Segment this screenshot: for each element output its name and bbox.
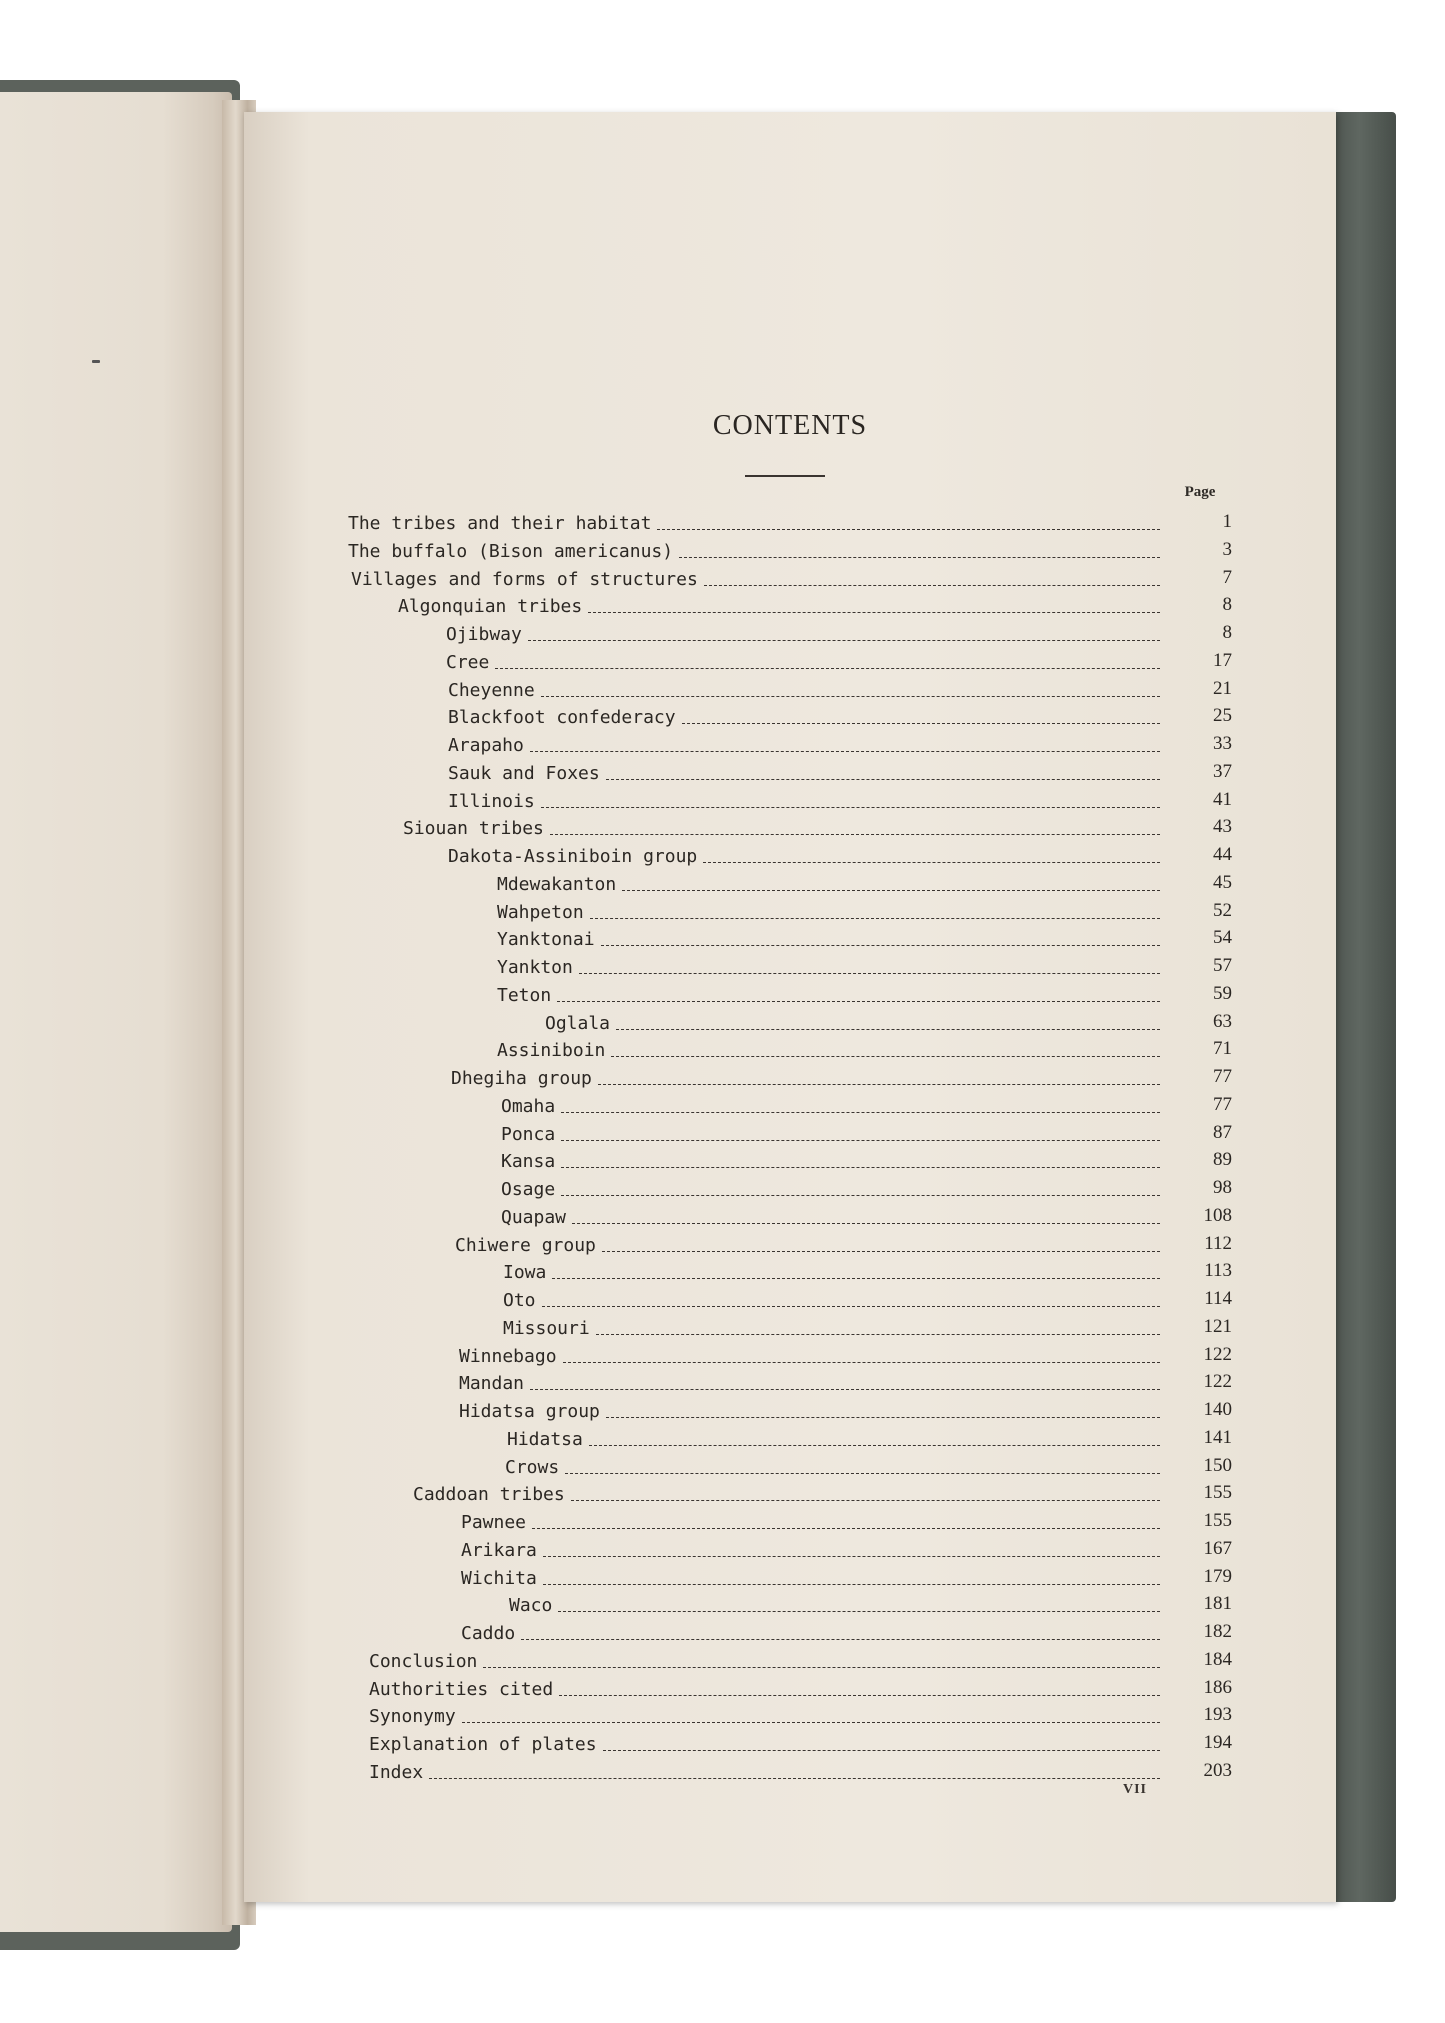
leader-dashes bbox=[561, 1140, 1160, 1141]
leader-dashes bbox=[541, 696, 1160, 697]
toc-entry-label: Oto bbox=[503, 1290, 536, 1311]
toc-entry-page: 1 bbox=[1222, 511, 1232, 532]
toc-entry-page: 194 bbox=[1203, 1732, 1232, 1753]
toc-entry bbox=[369, 1647, 1160, 1673]
toc-entry-label: Chiwere group bbox=[455, 1235, 596, 1256]
toc-entry-page: 77 bbox=[1213, 1094, 1232, 1115]
leader-dashes bbox=[590, 918, 1160, 919]
toc-entry bbox=[448, 787, 1160, 813]
toc-entry-label: Cheyenne bbox=[448, 680, 535, 701]
toc-entry-page: 21 bbox=[1213, 678, 1232, 699]
leader-dashes bbox=[429, 1778, 1160, 1779]
leader-dashes bbox=[602, 1251, 1160, 1252]
toc-entry-label: Conclusion bbox=[369, 1651, 478, 1672]
toc-entry-page: 155 bbox=[1203, 1510, 1232, 1531]
toc-entry-label: Yankton bbox=[497, 957, 573, 978]
leader-dashes bbox=[552, 1278, 1160, 1279]
toc-entry-label: Mdewakanton bbox=[497, 874, 617, 895]
leader-dashes bbox=[557, 1001, 1160, 1002]
page-folio: VII bbox=[1122, 1782, 1147, 1797]
toc-entry-label: Hidatsa group bbox=[459, 1401, 600, 1422]
toc-entry-page: 141 bbox=[1203, 1427, 1232, 1448]
leader-dashes bbox=[589, 1445, 1160, 1446]
toc-entry-page: 186 bbox=[1203, 1677, 1232, 1698]
toc-entry-page: 43 bbox=[1213, 816, 1232, 837]
toc-entry-label: Quapaw bbox=[501, 1207, 567, 1228]
leader-dashes bbox=[616, 1029, 1160, 1030]
toc-entry-page: 54 bbox=[1213, 927, 1232, 948]
toc-entry-label: Sauk and Foxes bbox=[448, 763, 600, 784]
toc-entry bbox=[501, 1092, 1160, 1118]
toc-entry-page: 7 bbox=[1222, 567, 1232, 588]
leader-dashes bbox=[462, 1722, 1160, 1723]
toc-entry bbox=[501, 1147, 1160, 1173]
leader-dashes bbox=[542, 1306, 1160, 1307]
toc-entry-page: 8 bbox=[1222, 594, 1232, 615]
toc-entry bbox=[461, 1564, 1160, 1590]
toc-entry-label: Wichita bbox=[461, 1568, 537, 1589]
toc-entry bbox=[369, 1675, 1160, 1701]
toc-entry bbox=[459, 1342, 1160, 1368]
toc-entry-label: Omaha bbox=[501, 1096, 556, 1117]
page-column-label: Page bbox=[1184, 484, 1216, 500]
toc-entry bbox=[369, 1730, 1160, 1756]
toc-entry-label: The tribes and their habitat bbox=[348, 513, 652, 534]
toc-entry bbox=[497, 870, 1160, 896]
toc-entry-label: Missouri bbox=[503, 1318, 590, 1339]
toc-entry bbox=[348, 509, 1160, 535]
leader-dashes bbox=[563, 1362, 1160, 1363]
toc-entry-page: 179 bbox=[1203, 1566, 1232, 1587]
toc-entry-label: Algonquian tribes bbox=[398, 596, 583, 617]
toc-entry bbox=[497, 953, 1160, 979]
leader-dashes bbox=[622, 890, 1160, 891]
leader-dashes bbox=[572, 1223, 1160, 1224]
toc-entry bbox=[369, 1758, 1160, 1784]
toc-entry-label: Explanation of plates bbox=[369, 1734, 597, 1755]
toc-entry-page: 150 bbox=[1203, 1455, 1232, 1476]
toc-entry-page: 52 bbox=[1213, 900, 1232, 921]
leader-dashes bbox=[561, 1112, 1160, 1113]
toc-entry-page: 113 bbox=[1204, 1260, 1232, 1281]
toc-entry-page: 181 bbox=[1203, 1593, 1232, 1614]
leader-dashes bbox=[596, 1334, 1160, 1335]
toc-entry-page: 184 bbox=[1203, 1649, 1232, 1670]
toc-entry-label: Winnebago bbox=[459, 1346, 557, 1367]
toc-entry-label: Mandan bbox=[459, 1373, 525, 1394]
toc-entry-label: Ojibway bbox=[446, 624, 522, 645]
leader-dashes bbox=[703, 862, 1160, 863]
toc-entry bbox=[446, 620, 1160, 646]
toc-entry-page: 108 bbox=[1203, 1205, 1232, 1226]
toc-entry bbox=[448, 842, 1160, 868]
toc-entry bbox=[448, 703, 1160, 729]
leader-dashes bbox=[530, 1389, 1160, 1390]
leader-dashes bbox=[565, 1473, 1160, 1474]
toc-entry-label: The buffalo (Bison americanus) bbox=[348, 541, 674, 562]
toc-entry-page: 182 bbox=[1203, 1621, 1232, 1642]
page-title: CONTENTS bbox=[712, 410, 868, 441]
toc-entry-page: 77 bbox=[1213, 1066, 1232, 1087]
toc-entry-label: Kansa bbox=[501, 1151, 556, 1172]
toc-entry bbox=[497, 981, 1160, 1007]
toc-entry bbox=[398, 592, 1160, 618]
toc-entry-page: 17 bbox=[1213, 650, 1232, 671]
toc-entry-label: Ponca bbox=[501, 1124, 556, 1145]
leader-dashes bbox=[561, 1167, 1160, 1168]
leader-dashes bbox=[601, 945, 1160, 946]
toc-entry-page: 155 bbox=[1203, 1482, 1232, 1503]
toc-entry-page: 41 bbox=[1213, 789, 1232, 810]
toc-entry-page: 33 bbox=[1213, 733, 1232, 754]
toc-entry bbox=[501, 1120, 1160, 1146]
toc-entry-label: Index bbox=[369, 1762, 424, 1783]
toc-entry-label: Assiniboin bbox=[497, 1040, 606, 1061]
toc-entry bbox=[507, 1425, 1160, 1451]
toc-entry-label: Iowa bbox=[503, 1262, 547, 1283]
toc-entry-label: Crows bbox=[505, 1457, 560, 1478]
toc-entry-page: 140 bbox=[1203, 1399, 1232, 1420]
toc-entry-page: 89 bbox=[1213, 1149, 1232, 1170]
toc-entry-label: Yanktonai bbox=[497, 929, 595, 950]
toc-entry-page: 203 bbox=[1203, 1760, 1232, 1781]
toc-entry-page: 44 bbox=[1213, 844, 1232, 865]
toc-entry-page: 25 bbox=[1213, 705, 1232, 726]
toc-entry bbox=[497, 1036, 1160, 1062]
toc-entry bbox=[455, 1231, 1160, 1257]
toc-entry bbox=[497, 898, 1160, 924]
toc-entry bbox=[459, 1397, 1160, 1423]
toc-entry-page: 112 bbox=[1204, 1233, 1232, 1254]
toc-entry bbox=[509, 1591, 1160, 1617]
leader-dashes bbox=[598, 1084, 1160, 1085]
toc-entry bbox=[503, 1258, 1160, 1284]
leader-dashes bbox=[543, 1556, 1160, 1557]
toc-entry-page: 63 bbox=[1213, 1011, 1232, 1032]
toc-entry-page: 3 bbox=[1222, 539, 1232, 560]
leader-dashes bbox=[679, 557, 1160, 558]
toc-entry bbox=[503, 1286, 1160, 1312]
leader-dashes bbox=[606, 1417, 1160, 1418]
toc-entry-page: 87 bbox=[1213, 1122, 1232, 1143]
toc-entry-page: 193 bbox=[1203, 1704, 1232, 1725]
toc-entry bbox=[503, 1314, 1160, 1340]
toc-entry-page: 98 bbox=[1213, 1177, 1232, 1198]
leader-dashes bbox=[561, 1195, 1160, 1196]
leader-dashes bbox=[558, 1611, 1160, 1612]
toc-entry-page: 122 bbox=[1203, 1371, 1232, 1392]
toc-entry bbox=[501, 1175, 1160, 1201]
leader-dashes bbox=[606, 779, 1160, 780]
toc-entry bbox=[351, 565, 1160, 591]
toc-entry-label: Wahpeton bbox=[497, 902, 584, 923]
leader-dashes bbox=[530, 751, 1160, 752]
toc-entry-label: Blackfoot confederacy bbox=[448, 707, 676, 728]
leader-dashes bbox=[521, 1639, 1160, 1640]
toc-entry-label: Teton bbox=[497, 985, 552, 1006]
toc-entry bbox=[403, 814, 1160, 840]
toc-entry bbox=[497, 925, 1160, 951]
toc-entry-label: Pawnee bbox=[461, 1512, 527, 1533]
toc-entry-page: 45 bbox=[1213, 872, 1232, 893]
leader-dashes bbox=[559, 1695, 1160, 1696]
leader-dashes bbox=[532, 1528, 1160, 1529]
toc-entry-page: 8 bbox=[1222, 622, 1232, 643]
toc-entry-page: 59 bbox=[1213, 983, 1232, 1004]
toc-entry bbox=[505, 1453, 1160, 1479]
leader-dashes bbox=[579, 973, 1160, 974]
toc-entry bbox=[461, 1619, 1160, 1645]
leader-dashes bbox=[571, 1500, 1160, 1501]
leader-dashes bbox=[588, 612, 1160, 613]
leader-dashes bbox=[603, 1750, 1160, 1751]
toc-entry-label: Arapaho bbox=[448, 735, 524, 756]
toc-entry-label: Villages and forms of structures bbox=[351, 569, 698, 590]
toc-entry-label: Oglala bbox=[545, 1013, 611, 1034]
toc-entry-label: Authorities cited bbox=[369, 1679, 554, 1700]
leader-dashes bbox=[550, 834, 1160, 835]
toc-entry-label: Caddo bbox=[461, 1623, 516, 1644]
leader-dashes bbox=[495, 668, 1160, 669]
toc-entry bbox=[448, 759, 1160, 785]
toc-entry bbox=[461, 1508, 1160, 1534]
leader-dashes bbox=[682, 723, 1160, 724]
toc-entry bbox=[545, 1009, 1160, 1035]
toc-entry bbox=[413, 1480, 1160, 1506]
leader-dashes bbox=[704, 585, 1160, 586]
leader-dashes bbox=[611, 1056, 1160, 1057]
toc-entry bbox=[459, 1369, 1160, 1395]
leader-dashes bbox=[541, 807, 1160, 808]
toc-entry-label: Illinois bbox=[448, 791, 535, 812]
leader-dashes bbox=[543, 1584, 1160, 1585]
toc-entry bbox=[461, 1536, 1160, 1562]
toc-entry-label: Siouan tribes bbox=[403, 818, 544, 839]
toc-entry-label: Synonymy bbox=[369, 1706, 456, 1727]
toc-entry-label: Arikara bbox=[461, 1540, 537, 1561]
toc-entry bbox=[448, 731, 1160, 757]
toc-entry bbox=[451, 1064, 1160, 1090]
toc-entry-label: Hidatsa bbox=[507, 1429, 583, 1450]
toc-entry-page: 71 bbox=[1213, 1038, 1232, 1059]
leader-dashes bbox=[657, 529, 1160, 530]
leader-dashes bbox=[528, 640, 1160, 641]
toc-entry bbox=[369, 1702, 1160, 1728]
toc-entry-page: 167 bbox=[1203, 1538, 1232, 1559]
toc-entry-label: Dakota-Assiniboin group bbox=[448, 846, 698, 867]
toc-entry-page: 121 bbox=[1203, 1316, 1232, 1337]
toc-entry-page: 122 bbox=[1203, 1344, 1232, 1365]
toc-entry bbox=[501, 1203, 1160, 1229]
toc-entry-page: 37 bbox=[1213, 761, 1232, 782]
toc-entry bbox=[448, 676, 1160, 702]
toc-entry-page: 114 bbox=[1204, 1288, 1232, 1309]
toc-entry-label: Dhegiha group bbox=[451, 1068, 592, 1089]
leader-dashes bbox=[483, 1667, 1160, 1668]
toc-entry bbox=[348, 537, 1160, 563]
toc-entry-page: 57 bbox=[1213, 955, 1232, 976]
toc-entry-label: Cree bbox=[446, 652, 490, 673]
toc-entry bbox=[446, 648, 1160, 674]
toc-entry-label: Osage bbox=[501, 1179, 556, 1200]
toc-entry-label: Caddoan tribes bbox=[413, 1484, 565, 1505]
toc-entry-label: Waco bbox=[509, 1595, 553, 1616]
